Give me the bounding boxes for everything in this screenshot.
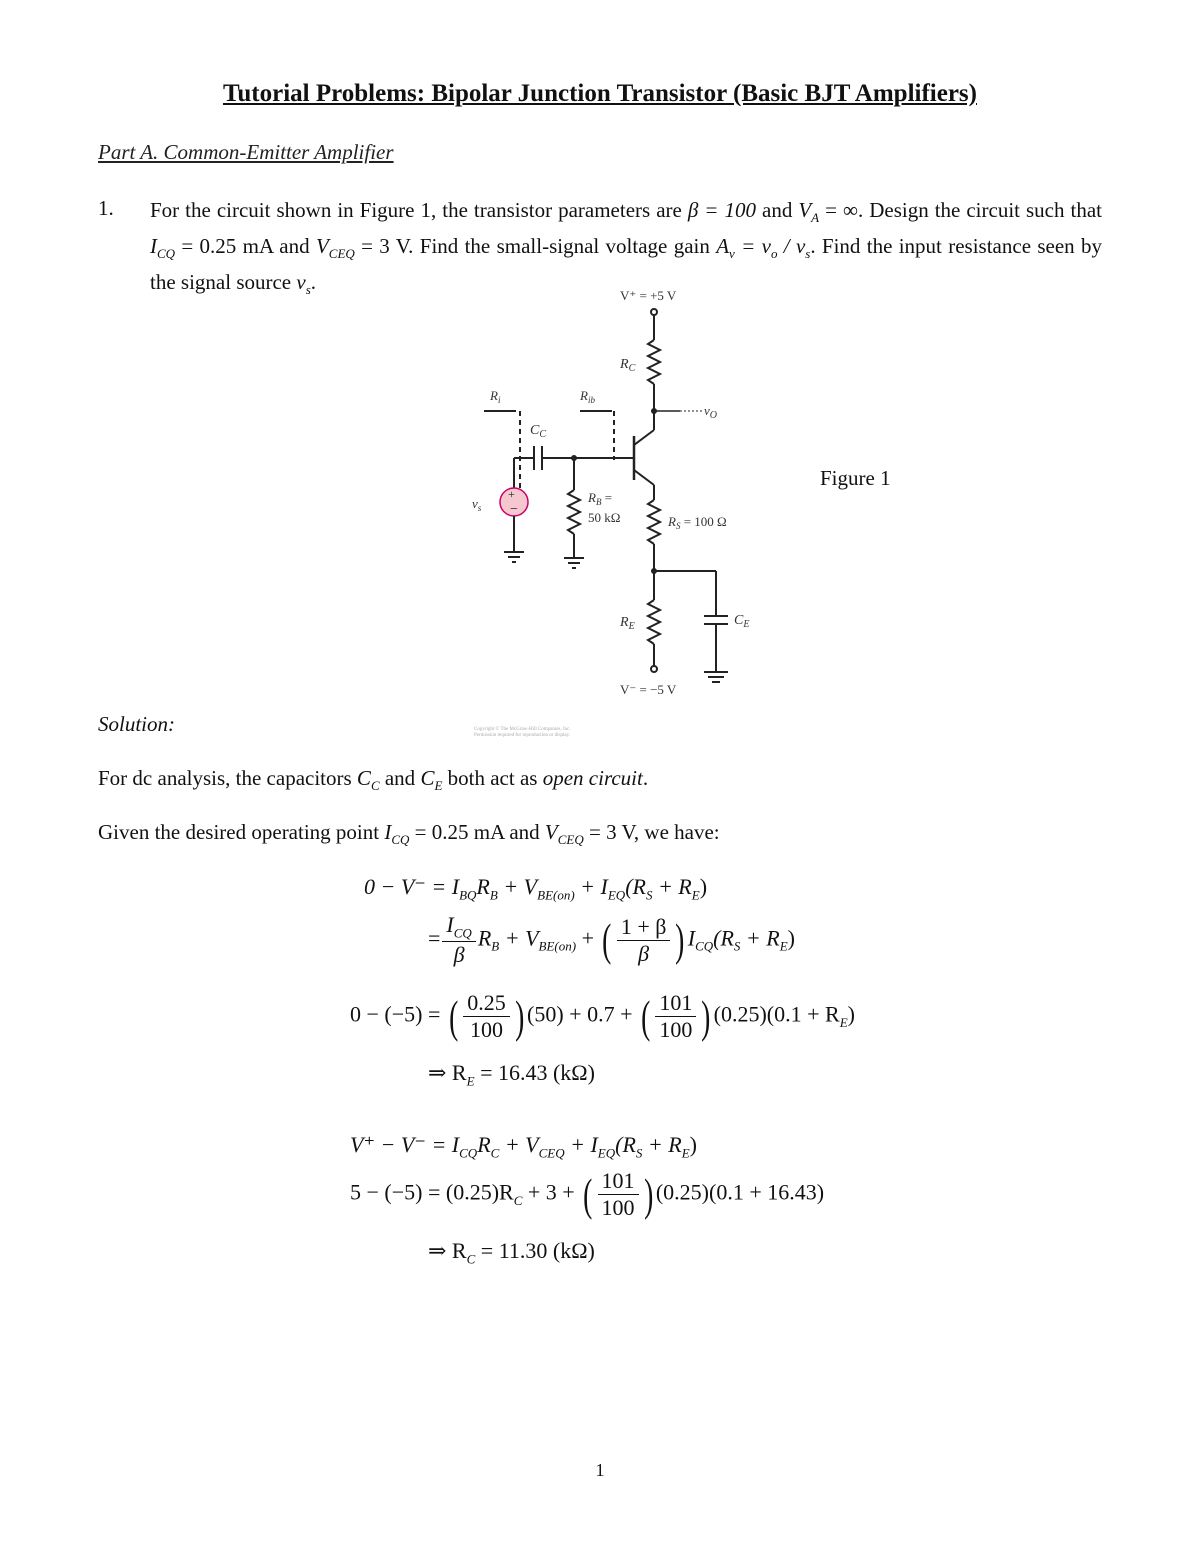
equation-5: $V^+ - V^- = I_{CQ}R_C + V_{CEQ} + I_{EQ}(R_S + R_E)$ xyxy=(350,1132,697,1161)
vplus-label: V⁺ = +5 V xyxy=(620,288,677,303)
circuit-figure xyxy=(440,280,800,750)
ce-label: $C_E$ xyxy=(734,613,750,630)
question-text: For the circuit shown in Figure 1, the transistor parameters are β = 100 and $V_A$ = ∞. Design the circuit such that $I_{CQ} = 0.25$ mA and $V_{CEQ} = 3$ V. Find the small-signal voltage gain $A_v = v_o / v_s$. Find the input resistance seen by the signal source $v_s$. xyxy=(150,198,1102,298)
figure-caption: Figure 1 xyxy=(820,466,891,490)
dc-analysis-text: For dc analysis, the capacitors $C_C$ and $C_E$ both act as open circuit. xyxy=(98,766,649,794)
svg-text:+: + xyxy=(508,487,515,501)
svg-text:−: − xyxy=(510,502,518,517)
vs-label: $v_s$ xyxy=(472,496,482,513)
rc-resistor xyxy=(648,340,660,384)
cc-label: $C_C$ xyxy=(530,423,547,440)
equation-6: $5 - (-5) = (0.25)R_C + 3$ + ( $\frac{101}{100}$ ) (0.25)(0.1 + 16.43) xyxy=(350,1168,825,1220)
equation-1: $0 - V^- = I_{BQ}R_B + V_{BE(on)} + I_{EQ}(R_S + R_E)$ xyxy=(364,874,708,903)
solution-heading: Solution: xyxy=(98,712,175,736)
rib-label: $R_{ib}$ xyxy=(580,388,595,405)
rb-value: 50 kΩ xyxy=(588,510,621,525)
vplus-terminal xyxy=(651,309,657,315)
rs-label: $R_S = 100$ Ω xyxy=(668,514,727,531)
equation-7-result-rc: ⇒ $R_C = 11.30$ (kΩ) xyxy=(428,1238,595,1267)
page-title: Tutorial Problems: Bipolar Junction Transistor (Basic BJT Amplifiers) xyxy=(222,80,977,107)
section-heading: Part A. Common-Emitter Amplifier xyxy=(98,140,394,164)
equation-2: = $\frac{I_{CQ}}{\beta}$ $R_B + V_{BE(on)}$ + ( $\frac{1 + \beta}{\beta}$ ) $I_{CQ}(R_S + R_E)$ xyxy=(428,912,795,968)
rs-resistor xyxy=(648,500,660,544)
rb-resistor xyxy=(568,490,580,534)
question-number: 1. xyxy=(98,196,114,220)
rb-label: $R_B$ = xyxy=(588,490,613,507)
vminus-label: V⁻ = −5 V xyxy=(620,682,677,697)
equation-4-result-re: ⇒ $R_E = 16.43$ (kΩ) xyxy=(428,1060,595,1089)
page-number: 1 xyxy=(595,1460,605,1480)
ri-label: $R_i$ xyxy=(490,388,501,405)
rc-label: $R_C$ xyxy=(620,357,636,374)
re-label: $R_E$ xyxy=(620,615,635,632)
re-resistor xyxy=(648,600,660,644)
vo-label: $v_O$ xyxy=(704,403,718,421)
operating-point-text: Given the desired operating point $I_{CQ} = 0.25$ mA and $V_{CEQ} = 3$ V, we have: xyxy=(98,820,720,848)
copyright-line-2: Permission required for reproduction or display. xyxy=(474,733,571,738)
equation-3: 0 − (−5) = ( $\frac{0.25}{100}$ ) (50) + 0.7 + ( $\frac{101}{100}$ ) $(0.25)(0.1 + R_E)$ xyxy=(350,990,855,1042)
copyright-line-1: Copyright © The McGraw-Hill Companies, Inc. xyxy=(474,727,571,732)
